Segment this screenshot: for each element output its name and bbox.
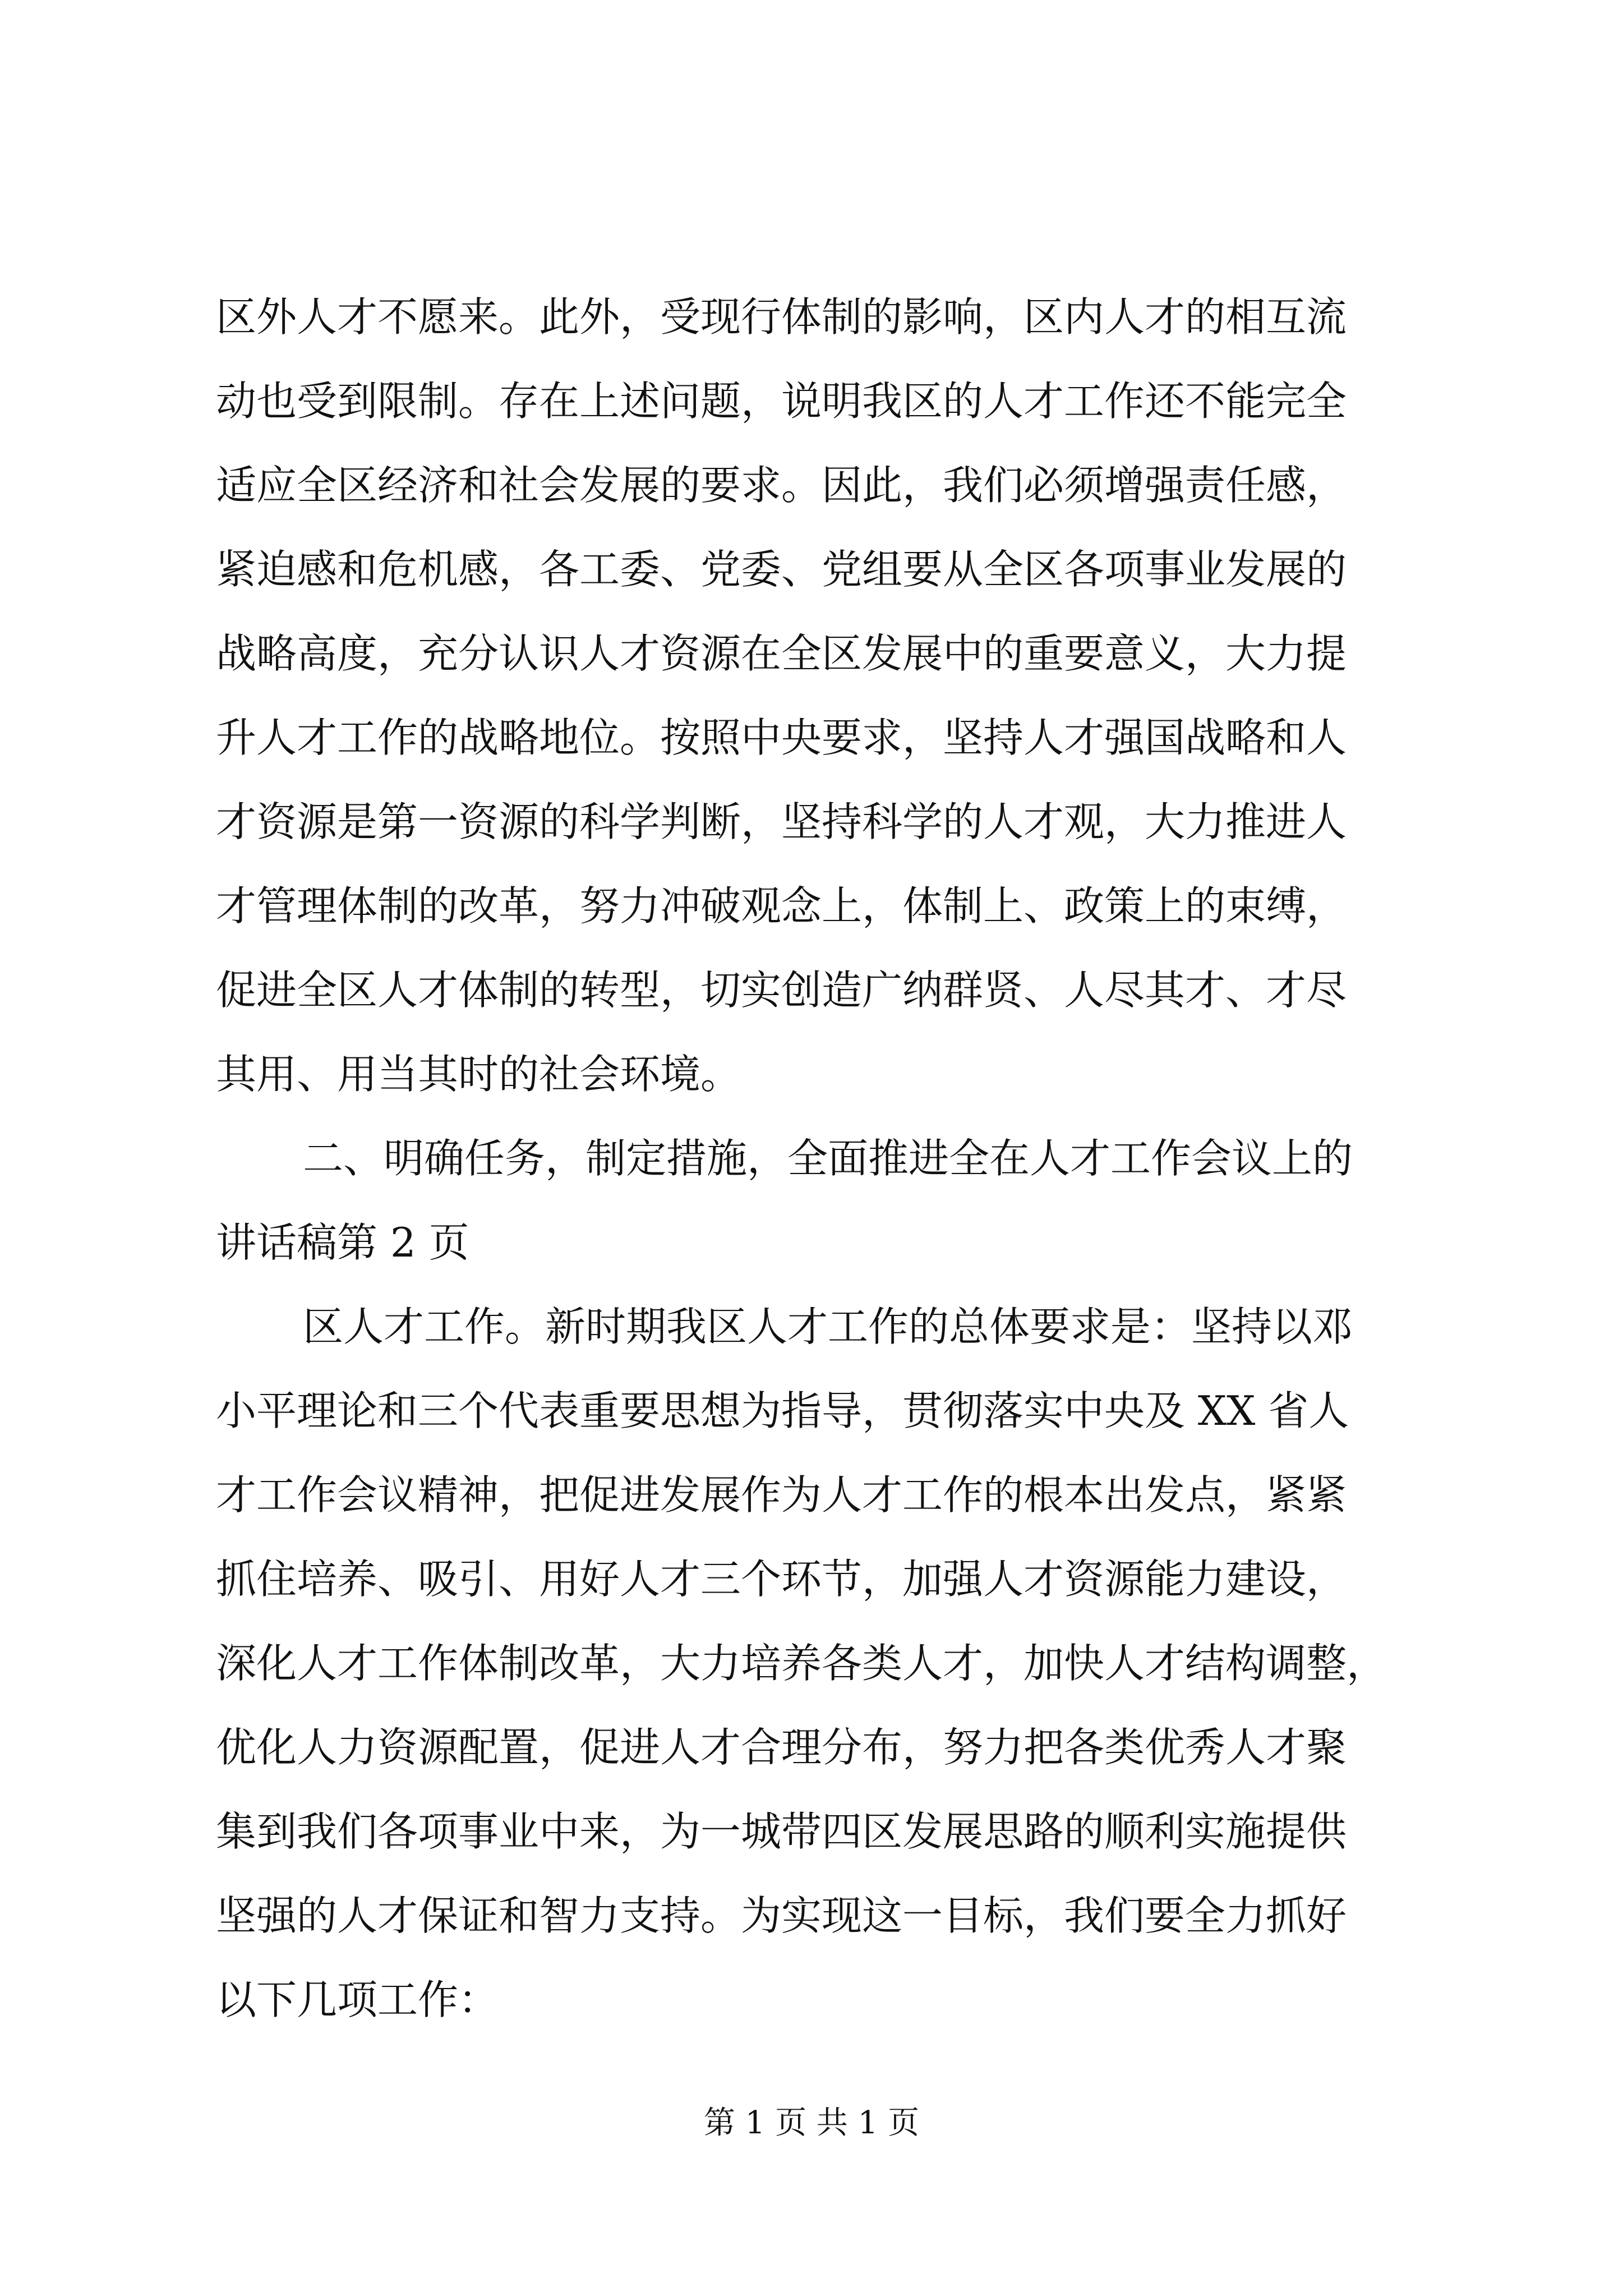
body-line-9: 促进全区人才体制的转型，切实创造广纳群贤、人尽其才、才尽	[216, 967, 1347, 1014]
section-heading-line-2: 讲话稿第 2 页	[216, 1219, 469, 1266]
body-line-7: 才资源是第一资源的科学判断，坚持科学的人才观，大力推进人	[216, 798, 1347, 845]
body-line-14: 小平理论和三个代表重要思想为指导，贯彻落实中央及 XX 省人	[216, 1387, 1349, 1434]
body-line-16: 抓住培养、吸引、用好人才三个环节，加强人才资源能力建设，	[216, 1556, 1347, 1603]
body-line-3: 适应全区经济和社会发展的要求。因此，我们必须增强责任感，	[216, 462, 1347, 509]
body-line-10: 其用、用当其时的社会环境。	[216, 1051, 741, 1098]
body-line-5: 战略高度，充分认识人才资源在全区发展中的重要意义，大力提	[216, 630, 1347, 677]
body-line-13: 区人才工作。新时期我区人才工作的总体要求是：坚持以邓	[303, 1303, 1353, 1350]
body-line-6: 升人才工作的战略地位。按照中央要求，坚持人才强国战略和人	[216, 714, 1347, 761]
body-line-18: 优化人力资源配置，促进人才合理分布，努力把各类优秀人才聚	[216, 1724, 1347, 1771]
body-line-15: 才工作会议精神，把促进发展作为人才工作的根本出发点，紧紧	[216, 1471, 1347, 1519]
body-line-20: 坚强的人才保证和智力支持。为实现这一目标，我们要全力抓好	[216, 1892, 1347, 1939]
body-line-4: 紧迫感和危机感，各工委、党委、党组要从全区各项事业发展的	[216, 546, 1347, 593]
body-line-21: 以下几项工作：	[216, 1976, 499, 2023]
page-footer: 第 1 页 共 1 页	[703, 2105, 920, 2141]
body-line-8: 才管理体制的改革，努力冲破观念上，体制上、政策上的束缚，	[216, 882, 1347, 930]
body-line-2: 动也受到限制。存在上述问题，说明我区的人才工作还不能完全	[216, 378, 1347, 425]
body-line-17: 深化人才工作体制改革，大力培养各类人才，加快人才结构调整，	[216, 1640, 1387, 1687]
body-line-19: 集到我们各项事业中来，为一城带四区发展思路的顺利实施提供	[216, 1808, 1347, 1855]
section-heading-line-1: 二、明确任务，制定措施，全面推进全在人才工作会议上的	[303, 1135, 1353, 1182]
body-line-1: 区外人才不愿来。此外，受现行体制的影响，区内人才的相互流	[216, 293, 1347, 341]
